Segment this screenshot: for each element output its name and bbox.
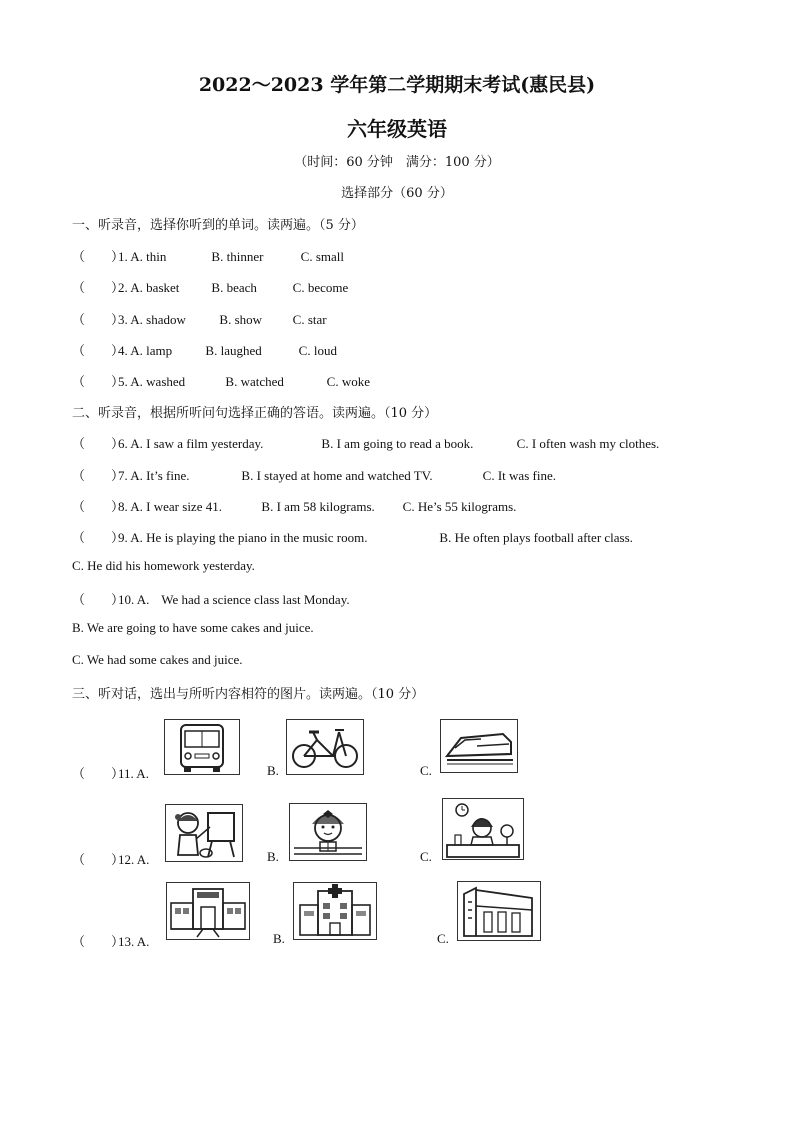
hospital-icon[interactable] — [293, 882, 377, 940]
q-number: 10. A. — [118, 592, 150, 607]
answer-blank[interactable]: （ ） — [72, 766, 125, 781]
option-c-label: C. — [420, 849, 432, 864]
question-13 — [72, 931, 149, 950]
option-b: B. I stayed at home and watched TV. — [241, 468, 433, 483]
question-10-option-c: C. We had some cakes and juice. — [72, 652, 243, 667]
option-c: C. small — [300, 249, 345, 264]
option-b: B. thinner — [211, 249, 264, 264]
answer-blank[interactable]: （ ） — [72, 530, 125, 545]
question-5 — [72, 371, 370, 390]
school-icon[interactable] — [166, 882, 250, 940]
time-score: （时间：60 分钟 满分：100 分） — [294, 155, 500, 170]
q-number: 5. A. — [118, 374, 143, 389]
answer-blank[interactable]: （ ） — [72, 249, 125, 264]
answer-blank[interactable]: （ ） — [72, 499, 125, 514]
answer-blank[interactable]: （ ） — [72, 592, 125, 607]
question-7 — [72, 465, 556, 484]
girl-drawing-icon[interactable] — [165, 804, 243, 862]
q-number: 1. A. — [118, 249, 143, 264]
option-a: I wear size 41. — [146, 499, 222, 514]
answer-blank[interactable]: （ ） — [72, 374, 125, 389]
option-b: B. beach — [211, 280, 257, 295]
part-label: 选择部分（60 分） — [341, 186, 453, 201]
option-a: He is playing the piano in the music room. — [146, 530, 368, 545]
question-3 — [72, 309, 327, 328]
q-number: 3. A. — [118, 312, 143, 327]
option-b: B. show — [219, 312, 263, 327]
option-a: washed — [146, 374, 186, 389]
q-number: 4. A. — [118, 343, 143, 358]
option-b: B. He often plays football after class. — [439, 530, 633, 545]
bus-icon[interactable] — [164, 719, 240, 775]
option-b-label: B. — [267, 849, 279, 864]
train-icon[interactable] — [440, 719, 518, 773]
q-number: 7. A. — [118, 468, 143, 483]
question-10 — [72, 589, 350, 608]
answer-blank[interactable]: （ ） — [72, 343, 125, 358]
option-b-label: B. — [267, 763, 279, 778]
girl-studying-icon[interactable] — [442, 798, 524, 860]
answer-blank[interactable]: （ ） — [72, 280, 125, 295]
section1-heading: 一、听录音，选择你听到的单词。读两遍。（5 分） — [72, 218, 364, 233]
option-b-label: B. — [273, 931, 285, 946]
question-12 — [72, 849, 149, 868]
option-a: lamp — [146, 343, 173, 358]
option-c: C. He’s 55 kilograms. — [402, 499, 517, 514]
girl-reading-icon[interactable] — [289, 803, 367, 861]
answer-blank[interactable]: （ ） — [72, 934, 125, 949]
option-c: C. become — [292, 280, 349, 295]
option-c: C. I often wash my clothes. — [516, 436, 660, 451]
bicycle-icon[interactable] — [286, 719, 364, 775]
question-8 — [72, 496, 516, 515]
q-number: 6. A. — [118, 436, 143, 451]
option-a: basket — [146, 280, 180, 295]
q-number: 12. A. — [118, 852, 150, 867]
question-9 — [72, 527, 633, 546]
option-a: I saw a film yesterday. — [146, 436, 264, 451]
option-b: B. I am 58 kilograms. — [261, 499, 375, 514]
answer-blank[interactable]: （ ） — [72, 852, 125, 867]
option-a: We had a science class last Monday. — [161, 592, 350, 607]
q-number: 9. A. — [118, 530, 143, 545]
option-b: B. I am going to read a book. — [321, 436, 474, 451]
q-number: 13. A. — [118, 934, 150, 949]
exam-subject: 六年级英语 — [347, 117, 447, 141]
q-number: 11. A. — [118, 766, 149, 781]
question-1 — [72, 246, 344, 265]
question-11 — [72, 763, 149, 782]
option-c-label: C. — [420, 763, 432, 778]
option-c: C. loud — [298, 343, 337, 358]
answer-blank[interactable]: （ ） — [72, 468, 125, 483]
question-4 — [72, 340, 337, 359]
section2-heading: 二、听录音，根据所听问句选择正确的答语。读两遍。（10 分） — [72, 406, 438, 421]
option-c-label: C. — [437, 931, 449, 946]
option-c: C. It was fine. — [482, 468, 556, 483]
question-10-option-b: B. We are going to have some cakes and juice. — [72, 620, 314, 635]
q-number: 2. A. — [118, 280, 143, 295]
answer-blank[interactable]: （ ） — [72, 312, 125, 327]
option-c: C. woke — [326, 374, 371, 389]
option-b: B. laughed — [205, 343, 262, 358]
question-9-option-c: C. He did his homework yesterday. — [72, 558, 255, 573]
option-b: B. watched — [225, 374, 284, 389]
option-c: C. star — [292, 312, 327, 327]
answer-blank[interactable]: （ ） — [72, 436, 125, 451]
q-number: 8. A. — [118, 499, 143, 514]
section3-heading: 三、听对话，选出与所听内容相符的图片。读两遍。（10 分） — [72, 687, 425, 702]
exam-title: 2022～2023 学年第二学期期末考试(惠民县) — [198, 74, 596, 96]
option-a: shadow — [146, 312, 186, 327]
museum-icon[interactable] — [457, 881, 541, 941]
question-6 — [72, 433, 659, 452]
option-a: thin — [146, 249, 167, 264]
question-2 — [72, 277, 348, 296]
option-a: It’s fine. — [146, 468, 190, 483]
